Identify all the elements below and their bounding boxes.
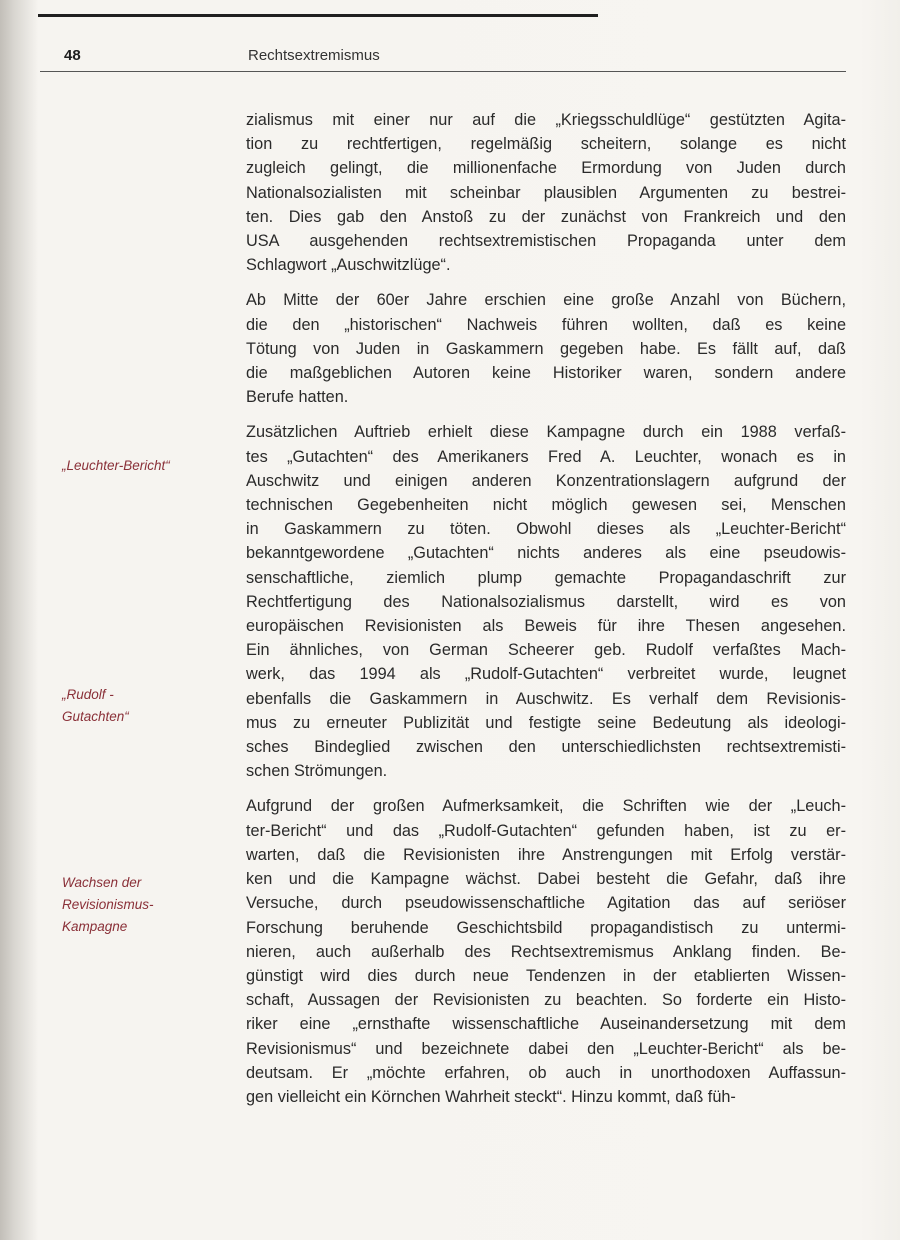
margin-note-line: Kampagne: [62, 919, 128, 934]
text-line: Aufgrund der großen Aufmerksamkeit, die Schriften wie der „Leuch-: [246, 797, 846, 816]
margin-note-wachsen-der-kampagne: [62, 872, 232, 938]
margin-note-line: Revisionismus-: [62, 897, 154, 912]
text-line: deutsam. Er „möchte erfahren, ob auch in unorthodoxen Auffassun-: [246, 1063, 846, 1082]
margin-note-leuchter-bericht: [62, 455, 232, 477]
text-line: Auschwitz und einigen anderen Konzentrationslagern aufgrund der: [246, 471, 846, 490]
margin-note-line: „Leuchter-Bericht“: [62, 458, 170, 473]
margin-note-rudolf-gutachten: [62, 684, 232, 728]
text-line: Nationalsozialisten mit scheinbar plausiblen Argumenten zu bestrei-: [246, 183, 846, 202]
text-line: senschaftliche, ziemlich plump gemachte Propagandaschrift zur: [246, 568, 846, 587]
running-header-title: Rechtsextremismus: [248, 47, 380, 64]
text-line: ter-Bericht“ und das „Rudolf-Gutachten“ gefunden haben, ist zu er-: [246, 821, 846, 840]
header-divider: [40, 71, 846, 72]
text-line: günstigt wird dies durch neue Tendenzen in der etablierten Wissen-: [246, 966, 846, 985]
text-line: Ab Mitte der 60er Jahre erschien eine große Anzahl von Büchern,: [246, 291, 846, 310]
text-line: technischen Gegebenheiten nicht möglich gewesen sei, Menschen: [246, 496, 846, 515]
page-number: 48: [64, 47, 81, 64]
text-line: Forschung beruhende Geschichtsbild propagandistisch zu untermi-: [246, 918, 846, 937]
text-line: Revisionismus“ und bezeichnete dabei den „Leuchter-Bericht“ als be-: [246, 1039, 846, 1058]
text-line: in Gaskammern zu töten. Obwohl dieses als „Leuchter-Bericht“: [246, 520, 846, 539]
margin-note-line: Wachsen der: [62, 875, 142, 890]
text-line: Tötung von Juden in Gaskammern gegeben habe. Es fällt auf, daß: [246, 339, 846, 358]
text-line: warten, daß die Revisionisten ihre Anstrengungen mit Erfolg verstär-: [246, 845, 846, 864]
text-line: sches Bindeglied zwischen den unterschiedlichsten rechtsextremisti-: [246, 738, 846, 757]
margin-note-line: „Rudolf -: [62, 687, 114, 702]
text-line: europäischen Revisionisten als Beweis für ihre Thesen angesehen.: [246, 617, 846, 636]
text-line: Berufe hatten.: [246, 388, 349, 407]
text-line: riker eine „ernsthafte wissenschaftliche Auseinandersetzung mit dem: [246, 1015, 846, 1034]
text-line: nieren, auch außerhalb des Rechtsextremismus Anklang finden. Be-: [246, 942, 846, 961]
text-line: bekanntgewordene „Gutachten“ nichts anderes als eine pseudowis-: [246, 544, 846, 563]
text-line: schaft, Aussagen der Revisionisten zu beachten. So forderte ein Histo-: [246, 991, 846, 1010]
text-line: schen Strömungen.: [246, 762, 388, 781]
text-line: ten. Dies gab den Anstoß zu der zunächst von Frankreich und den: [246, 207, 846, 226]
text-line: Rechtfertigung des Nationalsozialismus darstellt, wird es von: [246, 592, 846, 611]
text-line: mus zu erneuter Publizität und festigte seine Bedeutung als ideologi-: [246, 713, 846, 732]
paragraph: [246, 420, 846, 783]
text-line: tes „Gutachten“ des Amerikaners Fred A. Leuchter, wonach es in: [246, 447, 846, 466]
text-line: Schlagwort „Auschwitzlüge“.: [246, 256, 451, 275]
text-line: die den „historischen“ Nachweis führen wollten, daß es keine: [246, 315, 846, 334]
body-text: [246, 108, 846, 1120]
text-line: zugleich gelingt, die millionenfache Ermordung von Juden durch: [246, 159, 846, 178]
text-line: tion zu rechtfertigen, regelmäßig scheitern, solange es nicht: [246, 135, 846, 154]
text-line: USA ausgehenden rechtsextremistischen Propaganda unter dem: [246, 232, 846, 251]
paragraph: [246, 108, 846, 277]
margin-note-line: Gutachten“: [62, 709, 129, 724]
paragraph: [246, 288, 846, 409]
text-line: ken und die Kampagne wächst. Dabei besteht die Gefahr, daß ihre: [246, 870, 846, 889]
text-line: werk, das 1994 als „Rudolf-Gutachten“ verbreitet wurde, leugnet: [246, 665, 846, 684]
text-line: Versuche, durch pseudowissenschaftliche Agitation das auf seriöser: [246, 894, 846, 913]
top-rule: [38, 14, 598, 17]
text-line: zialismus mit einer nur auf die „Kriegsschuldlüge“ gestützten Agita-: [246, 111, 846, 129]
text-line: die maßgeblichen Autoren keine Historiker waren, sondern andere: [246, 364, 846, 383]
text-line: Ein ähnliches, von German Scheerer geb. Rudolf verfaßtes Mach-: [246, 641, 846, 660]
text-line: gen vielleicht ein Körnchen Wahrheit steckt“. Hinzu kommt, daß füh-: [246, 1087, 736, 1106]
text-line: Zusätzlichen Auftrieb erhielt diese Kampagne durch ein 1988 verfaß-: [246, 423, 846, 442]
paragraph: [246, 794, 846, 1109]
spine-shadow: [0, 0, 38, 1240]
text-line: ebenfalls die Gaskammern in Auschwitz. Es verhalf dem Revisionis-: [246, 689, 846, 708]
